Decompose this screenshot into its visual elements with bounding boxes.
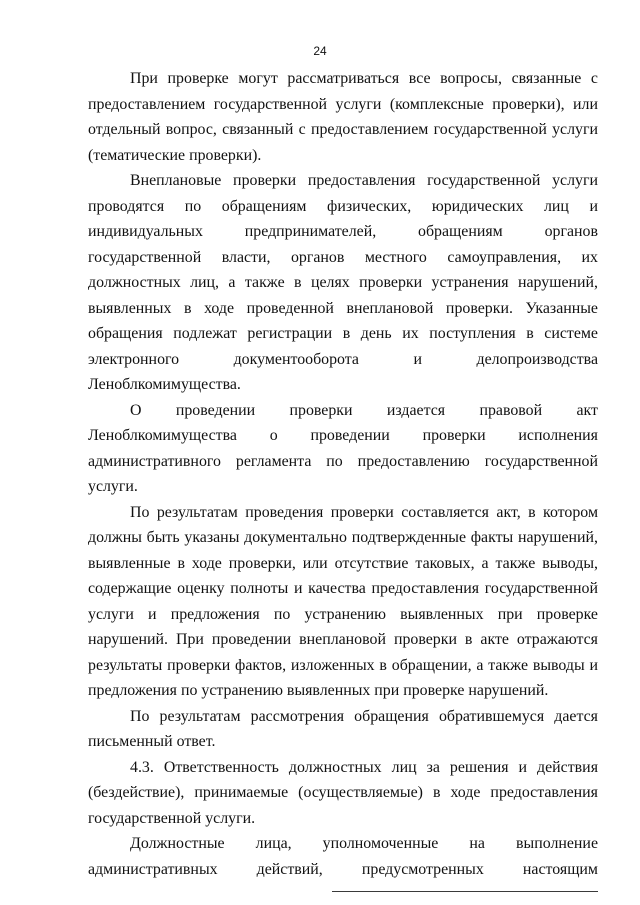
document-body: [88, 66, 598, 882]
paragraph-inspection-scope: При проверке могут рассматриваться все вопросы, связанные с предоставлением государственной услуги (комплексные проверки), или отдельный вопрос, связанный с предоставлением государственной услуги (тематические проверки).: [88, 70, 598, 164]
paragraph-unscheduled-inspections: Внеплановые проверки предоставления государственной услуги проводятся по обращениям физических, юридических лиц и индивидуальных предпринимателей, обращениям органов государственной власти, органов местного самоуправления, их должностных лиц, а также в целях проверки устранения нарушений, выявленных в ходе проведенной внеплановой проверки. Указанные обращения подлежат регистрации в день их поступления в системе электронного документооборота и делопроизводства Леноблкомимущества.: [88, 172, 598, 393]
footer-rule: [332, 891, 598, 892]
paragraph-written-response: По результатам рассмотрения обращения обратившемуся дается письменный ответ.: [88, 707, 598, 750]
paragraph-inspection-order: О проведении проверки издается правовой акт Леноблкомимущества о проведении проверки исполнения административного регламента по предоставлению государственной услуги.: [88, 401, 598, 495]
page-number: 24: [313, 44, 327, 58]
paragraph-inspection-act: По результатам проведения проверки составляется акт, в котором должны быть указаны документально подтвержденные факты нарушений, выявленные в ходе проверки, или отсутствие таковых, а также выводы, содержащие оценку полноты и качества предоставления государственной услуги и предложения по устранению выявленных при проверке нарушений. При проведении внеплановой проверки в акте отражаются результаты проверки фактов, изложенных в обращении, а также выводы и предложения по устранению выявленных при проверке нарушений.: [88, 503, 598, 699]
section-heading-4-3: 4.3. Ответственность должностных лиц за решения и действия (бездействие), принимаемые (осуществляемые) в ходе предоставления государственной услуги.: [88, 758, 598, 827]
paragraph-officials-continued: Должностные лица, уполномоченные на выполнение административных действий, предусмотренных настоящим: [88, 835, 598, 878]
